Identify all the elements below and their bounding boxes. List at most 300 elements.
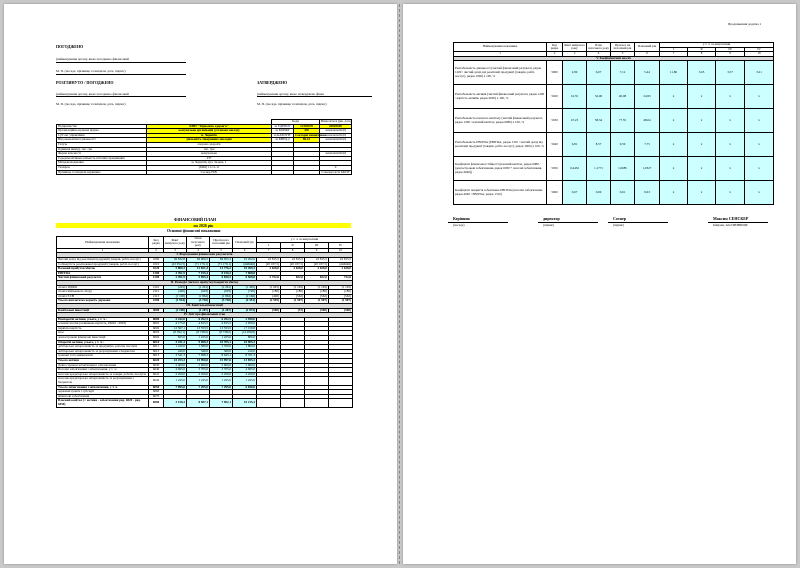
row-code: 1020 bbox=[149, 267, 164, 272]
row-code: 1000 bbox=[149, 257, 164, 262]
column-number: 9 bbox=[716, 52, 745, 57]
ratio-value: x bbox=[660, 181, 688, 205]
cell-value: 10 705,1 bbox=[210, 340, 233, 345]
org-label: Підприємство bbox=[57, 124, 147, 129]
cell-value: (2 166) bbox=[233, 294, 257, 299]
cell-value: 13 553,5 bbox=[210, 326, 233, 331]
cell-value: (1 267) bbox=[210, 308, 233, 313]
column-number: 4 bbox=[587, 52, 611, 57]
ratio-value: 58,34 bbox=[587, 109, 611, 133]
org-value: охорона здоров'я bbox=[147, 142, 272, 147]
section-title: II. Розподіл чистого прибутку/покриття збитку bbox=[57, 280, 353, 285]
org-value: м. Чернігів bbox=[147, 133, 272, 138]
cell-value: 340,0 bbox=[187, 349, 210, 354]
cell-value: 84 000,5 bbox=[187, 257, 210, 262]
column-header: Код рядка bbox=[547, 43, 563, 52]
ratio-value: 0,61 bbox=[611, 181, 635, 205]
cell-value: 10 499,3 bbox=[233, 267, 257, 272]
financial-plan-table bbox=[56, 236, 353, 408]
org-code-label bbox=[272, 170, 294, 175]
quarter-column-header: III bbox=[305, 242, 329, 248]
column-header: Прогноз на поточний рік bbox=[611, 43, 635, 52]
cell-value: 91 262,0 bbox=[233, 257, 257, 262]
column-header: Плановий рік bbox=[233, 237, 257, 249]
ratio-code: 5040 bbox=[547, 133, 563, 157]
cell-value: 2 491,9 bbox=[164, 276, 187, 281]
row-code: 2200 bbox=[149, 299, 164, 304]
cell-value: 7 068,8 bbox=[233, 271, 257, 276]
cell-value: 84 955,3 bbox=[210, 257, 233, 262]
codes-header: Коди bbox=[272, 120, 320, 125]
quarter-column-header: I bbox=[257, 242, 281, 248]
cell-value: 5 695,4 bbox=[187, 276, 210, 281]
ratio-value: 0,4432 bbox=[563, 157, 587, 181]
cell-value: 13 553,5 bbox=[187, 326, 210, 331]
org-code: 430 bbox=[294, 129, 320, 134]
column-number: 2 bbox=[547, 52, 563, 57]
cell-value: 1 700,0 bbox=[210, 345, 233, 350]
cell-value bbox=[329, 399, 353, 407]
continuation-note: Продовження додатка 1 bbox=[728, 22, 762, 26]
cell-value: (1 465) bbox=[233, 285, 257, 290]
column-header: План поточного року bbox=[588, 42, 609, 51]
ratio-value: 77,55 bbox=[611, 109, 635, 133]
cell-value: (562) bbox=[281, 294, 305, 299]
org-extra: зазначити КОД bbox=[320, 133, 352, 138]
table-row bbox=[57, 377, 353, 385]
row-name: дебіторська заборгованість за розрахунками з бюджетом bbox=[57, 349, 149, 354]
ratio-value: x bbox=[688, 109, 716, 133]
cell-value: (500) bbox=[329, 308, 353, 313]
cell-value: 5 600,0 bbox=[233, 363, 257, 368]
cell-value: (8 392,1) bbox=[164, 331, 187, 336]
column-number: 8 bbox=[688, 52, 716, 57]
row-name: Чистий фінансовий результат bbox=[57, 276, 149, 281]
agreed-left-caption-1: (найменування органу, якою погоджено фінансовий bbox=[56, 92, 129, 96]
cell-value: 10 253,3 bbox=[164, 359, 187, 364]
ratio-code: 5050 bbox=[547, 157, 563, 181]
org-label: Організаційно-правова форма bbox=[57, 129, 147, 134]
cell-value: 6 568,8 bbox=[233, 276, 257, 281]
cell-value: 722,6 bbox=[329, 276, 353, 281]
ratio-value: 5,44 bbox=[635, 61, 660, 85]
quarter-column-header: IV bbox=[329, 242, 353, 248]
org-label: Вид економічної діяльності bbox=[57, 138, 147, 143]
cell-value: (562) bbox=[305, 294, 329, 299]
org-label: Середньооблікова кількість штатних працівників bbox=[57, 156, 147, 161]
row-code: 4000 bbox=[149, 308, 164, 313]
org-value: КНП "Тернопіль здоров'я" bbox=[147, 124, 272, 129]
row-code: 6004 bbox=[149, 336, 164, 341]
org-value: (0462) 11-11-11 bbox=[147, 165, 272, 170]
quarter-column-header: IV bbox=[745, 47, 774, 52]
cell-value: (1 165) bbox=[329, 285, 353, 290]
row-name: первісна вартість bbox=[57, 326, 149, 331]
ratio-value: 3,21 bbox=[745, 61, 774, 85]
signature-text: Максим СЕНСКЕР bbox=[713, 216, 749, 221]
row-name: грошові та їх еквіваленти bbox=[57, 354, 149, 359]
cell-value: 1 245,0 bbox=[210, 377, 233, 385]
row-code: 2113 bbox=[149, 294, 164, 299]
quarter-column-header: II bbox=[688, 47, 716, 52]
cell-value: (20 187,5) bbox=[305, 262, 329, 267]
page-separator bbox=[399, 4, 401, 564]
column-header: Факт минулого року bbox=[164, 237, 187, 249]
row-code: 6070 bbox=[149, 394, 164, 399]
cell-value: 15 990,8 bbox=[187, 359, 210, 364]
cell-value: (1 165) bbox=[305, 285, 329, 290]
org-extra: ######## bbox=[320, 124, 352, 129]
ratio-row bbox=[454, 85, 774, 109]
ratio-row bbox=[454, 157, 774, 181]
ratio-value: 47,23 bbox=[563, 109, 587, 133]
signature-caption: (посада) bbox=[453, 223, 465, 227]
cell-value bbox=[281, 377, 305, 385]
agreed-right-caption-2: М. П. (посада, прізвище та ініціали, дата, підпис) bbox=[257, 102, 327, 106]
row-name: сплата військового збору bbox=[57, 290, 149, 295]
ratio-value: x bbox=[716, 157, 745, 181]
row-code: 6042 bbox=[149, 377, 164, 385]
cell-value: 17 159,8 bbox=[233, 326, 257, 331]
ratio-value: 6,07 bbox=[587, 61, 611, 85]
cell-value: 4 175,0 bbox=[164, 322, 187, 327]
cell-value: (1 907) bbox=[329, 299, 353, 304]
row-code: 6041 bbox=[149, 372, 164, 377]
cell-value: (4 351) bbox=[233, 299, 257, 304]
cell-value: (71 179,1) bbox=[210, 262, 233, 267]
table-row bbox=[57, 399, 353, 407]
cell-value: 3 541,3 bbox=[164, 354, 187, 359]
cell-value: 5 880,3 bbox=[164, 267, 187, 272]
cell-value: 22 815,5 bbox=[329, 257, 353, 262]
cell-value: (3 740) bbox=[187, 299, 210, 304]
section-title: IV. Звіт про фінансовий стан bbox=[57, 313, 353, 318]
org-label: Одиниця виміру, тис. грн bbox=[57, 147, 147, 152]
ratio-value: 48,64 bbox=[635, 109, 660, 133]
cell-value: 3 705,0 bbox=[210, 368, 233, 373]
cell-value: (1 261) bbox=[210, 285, 233, 290]
column-number: 5 bbox=[210, 248, 233, 253]
quarter-header: у т. ч. за кварталами bbox=[257, 237, 353, 243]
org-label: Галузь bbox=[57, 142, 147, 147]
quarter-column-header: III bbox=[716, 47, 745, 52]
ratio-name: Коефіцієнт фінансової стійкості (власний капітал, рядок 6080 / (довгострокові зобов'язання, рядок 6030 + поточні зобов'язання, рядок 6040)) bbox=[454, 157, 547, 181]
cell-value: 7 195,4 bbox=[187, 271, 210, 276]
cell-value: 5 600,0 bbox=[187, 363, 210, 368]
cell-value: 7 698,3 bbox=[187, 354, 210, 359]
cell-value: (1 261) bbox=[187, 285, 210, 290]
cell-value: (720) bbox=[233, 290, 257, 295]
org-row bbox=[57, 170, 352, 175]
org-value: комунальна bbox=[147, 152, 272, 157]
ratio-value: x bbox=[716, 109, 745, 133]
cell-value: 2 400,0 bbox=[164, 363, 187, 368]
cell-value: 3 391,9 bbox=[164, 271, 187, 276]
row-name: Чистий дохід від реалізації продукції (товарів, робіт, послуг) bbox=[57, 257, 149, 262]
cell-value bbox=[305, 399, 329, 407]
ratio-code: 5000 bbox=[547, 61, 563, 85]
cell-value: 7 295,0 bbox=[187, 385, 210, 390]
cell-value: (562) bbox=[329, 294, 353, 299]
column-number: 3 bbox=[563, 52, 587, 57]
cell-value: 8 645,1 bbox=[210, 354, 233, 359]
cell-value: 6 292,5 bbox=[210, 317, 233, 322]
ratio-value: x bbox=[716, 133, 745, 157]
column-number: 3 bbox=[164, 248, 187, 253]
org-code-label: за КАТОТТГ bbox=[272, 133, 294, 138]
ratio-value: x bbox=[716, 85, 745, 109]
column-header: План поточного року bbox=[187, 237, 210, 249]
cell-value: (71 179,1) bbox=[187, 262, 210, 267]
column-number: 6 bbox=[635, 52, 660, 57]
cell-value: (8 738,0) bbox=[210, 331, 233, 336]
column-number: 6 bbox=[233, 248, 257, 253]
ratio-value: x bbox=[716, 181, 745, 205]
row-code: 1010 bbox=[149, 262, 164, 267]
row-name: Необоротні активи, усього, у т. ч.: bbox=[57, 317, 149, 322]
column-header: Найменування показника bbox=[454, 43, 547, 52]
row-name: довгострокові фінансові інвестиції bbox=[57, 336, 149, 341]
cell-value: 4 695,0 bbox=[233, 368, 257, 373]
cell-value: 825,0 bbox=[164, 336, 187, 341]
row-code: 1300 bbox=[149, 271, 164, 276]
quarter-column-header: I bbox=[660, 47, 688, 52]
ratio-value: 9,59 bbox=[611, 133, 635, 157]
ratio-name: Рентабельність EBITDA (EBITDA, рядок 1310 / чистий дохід від реалізації продукції (товарів, робіт, послуг), рядок 1000) х 100, % bbox=[454, 133, 547, 157]
cell-value: 22 815,5 bbox=[257, 257, 281, 262]
cell-value: (603) bbox=[187, 290, 210, 295]
section-title: III. Капітальні інвестиції bbox=[57, 303, 353, 308]
row-name: EBITDA bbox=[57, 271, 149, 276]
row-code: 6040 bbox=[149, 368, 164, 373]
cell-value: 1 225,0 bbox=[187, 336, 210, 341]
org-value: тис. грн bbox=[147, 147, 272, 152]
cell-value: 4 815,5 bbox=[187, 322, 210, 327]
column-header: Прогноз на поточний рік bbox=[210, 237, 233, 249]
ratio-value: 8,57 bbox=[587, 133, 611, 157]
ratio-value: x bbox=[745, 157, 774, 181]
ratio-analysis-table bbox=[453, 42, 774, 205]
quarter-header: у т. ч. за кварталами bbox=[660, 43, 774, 48]
cell-value: (180) bbox=[281, 290, 305, 295]
header-row bbox=[454, 43, 774, 48]
date-header: Виноситься (рік, дата) bbox=[321, 119, 352, 123]
row-name: Усього активи bbox=[57, 359, 149, 364]
ratio-value: 32,00 bbox=[587, 85, 611, 109]
row-code: 6000 bbox=[149, 317, 164, 322]
cell-value: (245) bbox=[164, 285, 187, 290]
row-code: 6012 bbox=[149, 349, 164, 354]
row-name: Собівартість реалізованої продукції (товарів, робіт, послуг) bbox=[57, 262, 149, 267]
ratio-row bbox=[454, 109, 774, 133]
row-code: 6011 bbox=[149, 345, 164, 350]
cell-value: 13 855,3 bbox=[233, 359, 257, 364]
page-1 bbox=[4, 4, 397, 564]
cell-value: 5 600,0 bbox=[210, 363, 233, 368]
cell-value: 240,0 bbox=[164, 349, 187, 354]
cell-value: (180) bbox=[329, 290, 353, 295]
cell-value: (1 267) bbox=[187, 308, 210, 313]
approve-heading: ПОГОДЖЕНО bbox=[56, 44, 84, 49]
cell-value: 8 587,1 bbox=[187, 399, 210, 407]
cell-value: 806,0 bbox=[233, 336, 257, 341]
org-label: Форма власності bbox=[57, 152, 147, 157]
cell-value: 1 245,0 bbox=[187, 377, 210, 385]
agreed-left-heading: РОЗГЛЯНУТО / ПОГОДЖЕНО bbox=[56, 80, 114, 85]
cell-value: 4 815,5 bbox=[210, 322, 233, 327]
org-value: 237 bbox=[147, 156, 272, 161]
cell-value: 6 292,5 bbox=[187, 317, 210, 322]
row-code: 6060 bbox=[149, 390, 164, 395]
row-code: 1200 bbox=[149, 276, 164, 281]
org-label: Прізвище та ініціали керівника bbox=[57, 170, 147, 175]
ratio-value: x bbox=[745, 181, 774, 205]
cell-value: 6 650,2 bbox=[210, 276, 233, 281]
org-extra: зазначити КОД bbox=[320, 129, 352, 134]
ratio-value: 0,63 bbox=[635, 181, 660, 205]
ratio-value: x bbox=[688, 181, 716, 205]
signature-caption: (підпис) bbox=[613, 223, 625, 227]
ratio-value: 0,67 bbox=[563, 181, 587, 205]
org-value: діяльність лікарняних закладів bbox=[147, 138, 272, 143]
ratio-value: 1,0685 bbox=[611, 157, 635, 181]
ratio-name: Рентабельність активів (чистий фінансовий результат, рядок 1200 / вартість активів, рядок 6020) х 100, % bbox=[454, 85, 547, 109]
ratio-name: Коефіцієнт покриття зобов'язань EBITDA (поточні зобов'язання, рядок 6040 / EBITDA, рядок 1310) bbox=[454, 181, 547, 205]
approve-line bbox=[56, 62, 186, 63]
row-name: Довгострокові зобов'язання і забезпечення bbox=[57, 363, 149, 368]
ratio-row bbox=[454, 133, 774, 157]
ratio-value: x bbox=[745, 85, 774, 109]
cell-value: 2 628,0 bbox=[305, 267, 329, 272]
cell-value: (43 952,5) bbox=[164, 262, 187, 267]
cell-value: (2 595) bbox=[257, 299, 281, 304]
cell-value: 2 628,0 bbox=[329, 267, 353, 272]
ratio-value: 2,99 bbox=[563, 61, 587, 85]
cell-value: (1 924) bbox=[164, 299, 187, 304]
cell-value: (######) bbox=[233, 262, 257, 267]
column-number: 7 bbox=[257, 248, 281, 253]
cell-value: 6 650,0 bbox=[233, 385, 257, 390]
cell-value bbox=[329, 377, 353, 385]
ratio-value: 7,75 bbox=[635, 133, 660, 157]
column-header: Факт минулого року bbox=[564, 42, 585, 51]
ratio-value: 24,95 bbox=[635, 85, 660, 109]
cell-value: 7 295,0 bbox=[210, 385, 233, 390]
cell-value: 7 095,0 bbox=[164, 385, 187, 390]
org-extra: Стандарт всіх МОЗУ bbox=[321, 169, 350, 174]
cell-value bbox=[257, 399, 281, 407]
cell-value: 2 450,0 bbox=[210, 372, 233, 377]
cell-value: 15 997,6 bbox=[210, 359, 233, 364]
signature-text: директор bbox=[543, 216, 560, 221]
cell-value bbox=[305, 377, 329, 385]
org-label: Субʼєкт управління bbox=[57, 133, 147, 138]
agreed-right-heading: ЗАТВЕРДЖЕНО bbox=[257, 80, 288, 85]
row-name: сплата ПДФО bbox=[57, 285, 149, 290]
cell-value: 2 628,0 bbox=[281, 267, 305, 272]
ratio-value: 3,65 bbox=[688, 61, 716, 85]
column-number: 1 bbox=[57, 248, 149, 253]
org-code-label: за ЄДРПОУ bbox=[272, 124, 294, 129]
row-name: фінансові зобов'язання bbox=[57, 394, 149, 399]
ratio-code: 5030 bbox=[547, 109, 563, 133]
cell-value: 1 245,0 bbox=[164, 377, 187, 385]
row-code: 6001 bbox=[149, 322, 164, 327]
cell-value: 1 245,0 bbox=[233, 377, 257, 385]
column-number: 10 bbox=[329, 248, 353, 253]
cell-value: (72) bbox=[281, 308, 305, 313]
ratio-row bbox=[454, 181, 774, 205]
cell-value: 22 815,5 bbox=[305, 257, 329, 262]
cell-value: (1 907) bbox=[305, 299, 329, 304]
cell-value bbox=[257, 377, 281, 385]
ratio-name: Рентабельність діяльності (чистий фінансовий результат, рядок 1200 / чистий дохід від реалізації продукції (товарів, робіт, послуг), рядок 1000) х 100, % bbox=[454, 61, 547, 85]
quarter-column-header: II bbox=[281, 242, 305, 248]
approve-line-2 bbox=[56, 74, 186, 75]
cell-value: 2 450,0 bbox=[187, 372, 210, 377]
column-number: 7 bbox=[660, 52, 688, 57]
cell-value: 3 705,0 bbox=[187, 368, 210, 373]
cell-value: 822,6 bbox=[305, 276, 329, 281]
cell-value: (180) bbox=[305, 290, 329, 295]
cell-value: 7 902,1 bbox=[210, 399, 233, 407]
ratio-value: 16,55 bbox=[563, 85, 587, 109]
row-name: Усього виплати на користь держави bbox=[57, 299, 149, 304]
cell-value: 8 150,2 bbox=[210, 271, 233, 276]
cell-value bbox=[281, 399, 305, 407]
signature-text: Соснер bbox=[613, 216, 626, 221]
cell-value: 9 698,3 bbox=[187, 340, 210, 345]
column-number: 4 bbox=[187, 248, 210, 253]
signature-caption: Ініціали, ім'я ПРІЗВИЩЕ bbox=[713, 223, 748, 227]
org-code: 12345678 bbox=[294, 124, 320, 129]
cell-value: 410,0 bbox=[233, 349, 257, 354]
ratio-value: x bbox=[660, 133, 688, 157]
row-code: 6030 bbox=[149, 363, 164, 368]
cell-value: 10 905,3 bbox=[233, 340, 257, 345]
cell-value: (1 925) bbox=[257, 285, 281, 290]
ratio-value: 3,57 bbox=[716, 61, 745, 85]
row-name: державні гранти і субсидії bbox=[57, 390, 149, 395]
org-code: 86.10 bbox=[294, 138, 320, 143]
cell-value: 22 815,5 bbox=[281, 257, 305, 262]
cell-value: 2 450,0 bbox=[233, 372, 257, 377]
signature-text: Керівник bbox=[453, 216, 470, 221]
section-title: I. Формування фінансових результатів bbox=[57, 253, 353, 258]
cell-value: 1 800,0 bbox=[233, 345, 257, 350]
signature-caption: (підпис) bbox=[543, 223, 555, 227]
ratio-value: x bbox=[688, 133, 716, 157]
organization-table bbox=[56, 119, 352, 175]
row-name: поточна кредиторська заборгованість за товари, роботи, послуги bbox=[57, 372, 149, 377]
cell-value: 2 950,0 bbox=[233, 322, 257, 327]
approve-caption-2: М. П. (посада, прізвище та ініціали, дата, підпис) bbox=[56, 69, 126, 73]
org-value: комунальна організація (установа заклад) bbox=[147, 129, 272, 134]
org-value: м. Чернігів, вул. Зелена, 1 bbox=[147, 161, 272, 166]
cell-value: 12 567,1 bbox=[164, 326, 187, 331]
cell-value: (20 187,5) bbox=[281, 262, 305, 267]
row-name: Власний капітал (= активи - зобов'язання ряд. 6020 - ряд. 6050) bbox=[57, 399, 149, 407]
row-name: знос bbox=[57, 331, 149, 336]
row-code: 6020 bbox=[149, 359, 164, 364]
org-extra: зазначити КОД bbox=[320, 152, 352, 157]
ratio-value: x bbox=[688, 157, 716, 181]
ratio-value: x bbox=[660, 85, 688, 109]
org-code-label: за КВЕД-2 bbox=[272, 138, 294, 143]
cell-value: 1 580,0 bbox=[187, 345, 210, 350]
row-name: Валовий прибуток/збиток bbox=[57, 267, 149, 272]
row-name: Усього зобов'язання і забезпечення, у т. ч. bbox=[57, 385, 149, 390]
